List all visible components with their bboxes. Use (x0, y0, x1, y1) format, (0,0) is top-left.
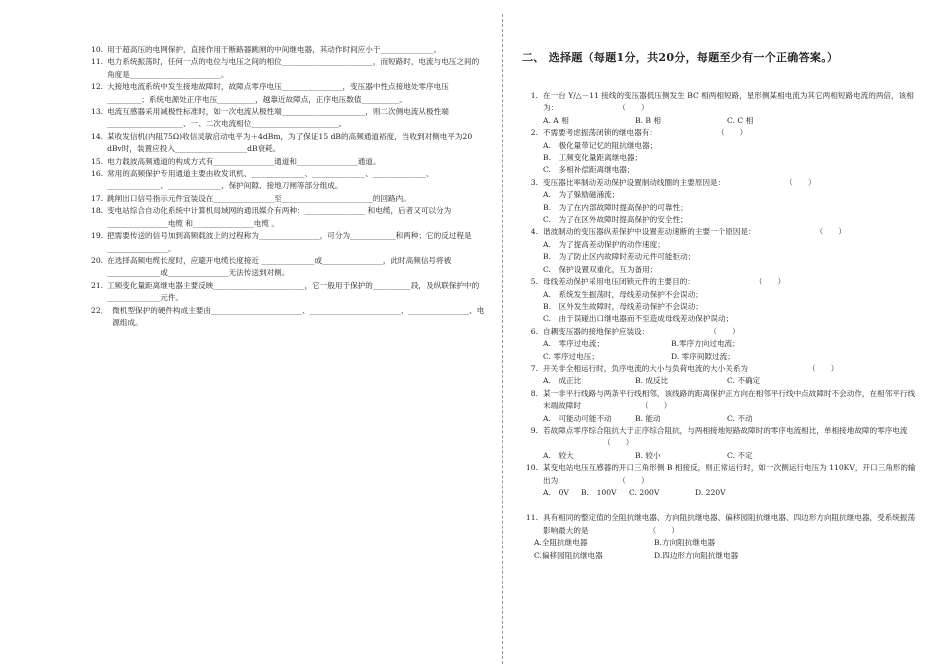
question-number: 22． (91, 305, 109, 315)
answer-option: A. A 相 (543, 115, 569, 125)
question-stem (543, 276, 917, 288)
option-list (522, 450, 917, 462)
question-number: 11. (525, 513, 538, 523)
answer-option: B. 100V (581, 488, 617, 497)
question-text: 用于超高压的电网保护，直接作用于断路器跳闸的中间继电器，其动作时间应小于______________。 (107, 45, 442, 54)
answer-paren: （ ） (618, 103, 649, 113)
question-stem (543, 127, 917, 139)
question-text: 电力系统振荡时，任何一点的电位与电压之间的相位________________________，而短路时，电流与电压之间的角度是________________________。 (107, 57, 480, 79)
answer-option: B. 工频变化量距离继电器； (543, 153, 643, 163)
answer-option: D. 220V (695, 488, 726, 497)
question-text: 变电站综合自动化系统中计算机局域网的通讯媒介有两种：________________ 和电缆，后者又可以分为________________电缆 和________________电缆 。 (107, 206, 452, 228)
answer-option: A. 零序过电流； (543, 339, 605, 349)
answer-option: C. 不动 (727, 413, 753, 423)
fill-blank-question (91, 106, 486, 131)
answer-option: A. 极化量带记忆的阻抗继电器； (543, 140, 658, 150)
option-list (522, 239, 917, 276)
answer-paren: （ ） (754, 277, 786, 287)
option-row (543, 450, 917, 462)
question-text: 某收发信机(内阻75Ω)收信灵敏启动电平为＋4dBm，为了保证15 dB的高频通道裕度，当收到对侧电平为20 dBv时，装置应投入___________________dB衰耗。 (107, 131, 473, 154)
question-number: 11. (91, 57, 104, 67)
question-number: 5. (530, 277, 538, 287)
option-row (543, 487, 917, 499)
question-stem (543, 226, 917, 238)
answer-option: C. C 相 (727, 115, 754, 125)
choice-question (522, 177, 917, 189)
question-number: 8. (530, 388, 538, 398)
question-text: 具有相同的整定值的全阻抗继电器、方向阻抗继电器、偏移园阻抗继电器、四边形方向阻抗继电器，受系统振荡影响最大的是 (543, 513, 916, 535)
answer-option: B. 能动 (635, 413, 661, 423)
option-list (522, 413, 917, 425)
question-text: 工频变化量距离继电器主要反映________________________，它一般用于保护的__________段，及纵联保护中的______________元件。 (107, 280, 480, 303)
answer-option: A. 系统发生振荡时，母线差动保护不会误动； (543, 289, 703, 299)
fill-blank-question (91, 131, 486, 156)
answer-option: C. 保护设置双重化，互为备用； (543, 264, 658, 274)
answer-option: C. 不确定 (727, 376, 761, 386)
answer-option: C. 200V (629, 488, 660, 497)
question-number: 6. (530, 326, 538, 336)
question-text: 电流互感器采用减极性标准时，如一次电流从极性端______________________，则二次侧电流从极性端____________________、一、二次电流相位_______________________。 (107, 107, 449, 129)
question-number: 18. (91, 206, 104, 216)
right-column (522, 50, 917, 562)
question-text: 谐波制动的变压器纵差保护中设置差动速断的主要一个原因是： (543, 227, 756, 237)
answer-option: A. 成正比 (543, 376, 582, 386)
question-number: 2. (530, 128, 538, 138)
page-divider (502, 14, 503, 664)
question-stem (543, 388, 917, 413)
answer-paren: （ ） (785, 177, 816, 187)
section-title: 二、 选择题（每题1分，共20分，每题至少有一个正确答案。） (522, 51, 839, 64)
option-list (522, 289, 917, 326)
answer-option: A. 0V (543, 488, 569, 497)
question-number: 9. (530, 425, 538, 435)
answer-option: C. 由于误碰出口继电器而不至造成母线差动保护误动； (543, 314, 734, 324)
question-number: 10. (91, 45, 104, 54)
fill-blank-question (91, 81, 486, 106)
answer-paren: （ ） (808, 363, 839, 373)
question-text: 大接地电流系统中发生接地故障时，故障点零序电压________________，变压器中性点接地处零序电压_________；系统电源处正序电压__________，越靠近故障点，正序电压数值__________。 (107, 82, 449, 104)
option-row (534, 537, 917, 549)
answer-option: C. 多相补偿距离继电器； (543, 165, 635, 175)
choice-question (522, 127, 917, 139)
answer-option: B. 为了防止区内故障时差动元件可能拒动； (543, 252, 696, 262)
answer-option: A. 为了提高差动保护的动作速度； (543, 239, 665, 249)
option-list (522, 375, 917, 387)
question-text: 自耦变压器的接地保护应装设： (543, 326, 650, 336)
answer-option: A.全阻抗继电器 (534, 538, 588, 548)
question-number: 19. (91, 231, 104, 241)
answer-paren: （ ） (709, 326, 740, 336)
fill-blank-question (91, 205, 486, 230)
question-number: 13. (91, 107, 104, 117)
question-number: 16. (91, 169, 104, 179)
answer-paren: （ ） (716, 128, 748, 138)
answer-option: C. 零序过电压； (543, 351, 599, 361)
answer-option: B.方向阻抗继电器 (654, 538, 716, 548)
question-text: 电力载波高频通道的构成方式有________________通道和________________通道。 (107, 156, 381, 166)
choice-question (522, 388, 917, 413)
question-stem (543, 177, 917, 189)
question-number: 4. (530, 227, 538, 237)
answer-option: B. 为了在内部故障时提高保护的可靠性； (543, 202, 688, 212)
answer-option: C.偏移园阻抗继电器 (534, 550, 603, 560)
option-list (522, 487, 917, 499)
fill-blank-question (91, 280, 486, 305)
choice-question (522, 425, 917, 450)
fill-blank-question (91, 255, 486, 280)
left-column (91, 44, 486, 329)
option-row (543, 338, 917, 350)
option-list (522, 537, 917, 562)
fill-blank-question (91, 44, 486, 56)
choice-question (522, 326, 917, 338)
option-row (534, 550, 917, 562)
fill-blank-question (91, 305, 486, 330)
fill-blank-question (91, 156, 486, 168)
fill-blank-question (91, 230, 486, 255)
option-list (522, 189, 917, 226)
question-text: 开关非全相运行时，负序电流的大小与负荷电流的大小关系为 (543, 363, 749, 373)
option-list (522, 115, 917, 127)
option-list (522, 338, 917, 363)
question-stem (543, 462, 917, 487)
question-stem (543, 326, 917, 338)
answer-paren: （ ） (815, 227, 846, 237)
fill-blank-question (91, 56, 486, 81)
choice-question (522, 226, 917, 238)
answer-paren: （ ） (603, 438, 634, 448)
answer-option: B.零序方向过电流； (671, 339, 740, 349)
option-list (522, 140, 917, 177)
question-number: 15. (91, 156, 104, 166)
question-text: 某一非平行线路与两条平行线相邻，该线路的距离保护正方向在相邻平行线中点故障时不会动作，在相邻平行线末端故障时 (543, 388, 916, 411)
question-text: 某变电站电压互感器的开口三角形侧 B 相接反，则正常运行时，如一次侧运行电压为 110KV，开口三角形的输出为 (543, 463, 916, 485)
answer-option: A. 较大 (543, 450, 574, 460)
question-text: 把需要传送的信号加到高频载波上的过程称为________________，可分为____________和两种；它的反过程是________________。 (107, 231, 472, 253)
question-text: 在选择高频电缆长度时，应避开电缆长度接近 ______________或________________，此时高频信号将被______________或________________无法传送到对侧。 (107, 255, 452, 278)
question-text: 变压器比率制动差动保护设置制动线圈的主要原因是： (543, 177, 726, 187)
answer-option: C. 不定 (727, 450, 753, 460)
question-number: 14. (91, 131, 104, 141)
option-row (543, 413, 917, 425)
answer-option: B. 区外发生故障时，母线差动保护不会误动； (543, 301, 703, 311)
question-number: 7. (530, 363, 538, 373)
answer-option: C. 为了在区外故障时提高保护的安全性； (543, 215, 688, 225)
question-number: 20. (91, 255, 104, 265)
fill-blank-question (91, 168, 486, 193)
choice-question (522, 363, 917, 375)
answer-paren: （ ） (648, 525, 679, 535)
question-stem (543, 425, 917, 450)
question-number: 10. (525, 463, 538, 473)
answer-option: B. 较小 (635, 450, 661, 460)
question-text: 常用的高频保护专用通道主要由收发讯机、______________、______________、______________、______________、______________、保护间隙、接地刀闸等部分组成。 (107, 169, 434, 191)
answer-option: D.四边形方向阻抗继电器 (654, 550, 739, 560)
choice-question (522, 512, 917, 537)
answer-paren: （ ） (640, 401, 672, 411)
question-number: 3. (530, 177, 538, 187)
question-text: 母线差动保护采用电压闭锁元件的主要目的： (543, 277, 695, 287)
choice-question (522, 462, 917, 487)
answer-option: A. 为了躲励磁涌流； (543, 190, 620, 200)
question-text: 不需要考虑振荡闭锁的继电器有： (543, 128, 657, 138)
answer-option: D. 零序间隙过流； (671, 351, 735, 361)
question-stem (543, 90, 917, 115)
question-text: 在一台 Y/△－11 接线的变压器低压侧发生 BC 相两相短路，星形侧某相电流为其它两相短路电流的两倍，该相为： (543, 91, 914, 113)
question-number: 21. (91, 280, 104, 290)
answer-paren: （ ） (618, 475, 649, 485)
option-row (543, 351, 917, 363)
fill-blank-question (91, 193, 486, 205)
question-stem (543, 512, 917, 537)
question-number: 1. (530, 91, 538, 100)
choice-question (522, 276, 917, 288)
question-text: 微机型保护的硬件构成主要由________________________、________________________、________________、电源组成。 (112, 305, 485, 327)
answer-option: A. 可能动可能不动 (543, 413, 612, 423)
answer-option: B. 成反比 (635, 376, 669, 386)
option-row (543, 115, 917, 127)
question-stem (543, 363, 917, 375)
question-text: 跳闸出口信号指示元件宜装设在________________至________________________的回路内。 (107, 193, 411, 203)
answer-option: B. B 相 (635, 115, 661, 125)
spacer (522, 499, 917, 512)
choice-question (522, 90, 917, 115)
question-number: 17. (91, 193, 104, 203)
option-row (543, 375, 917, 387)
question-text: 若故障点零序综合阻抗大于正序综合阻抗，与两相接地短路故障时的零序电流相比，单相接地故障的零序电流 (543, 425, 908, 435)
question-number: 12. (91, 82, 104, 92)
